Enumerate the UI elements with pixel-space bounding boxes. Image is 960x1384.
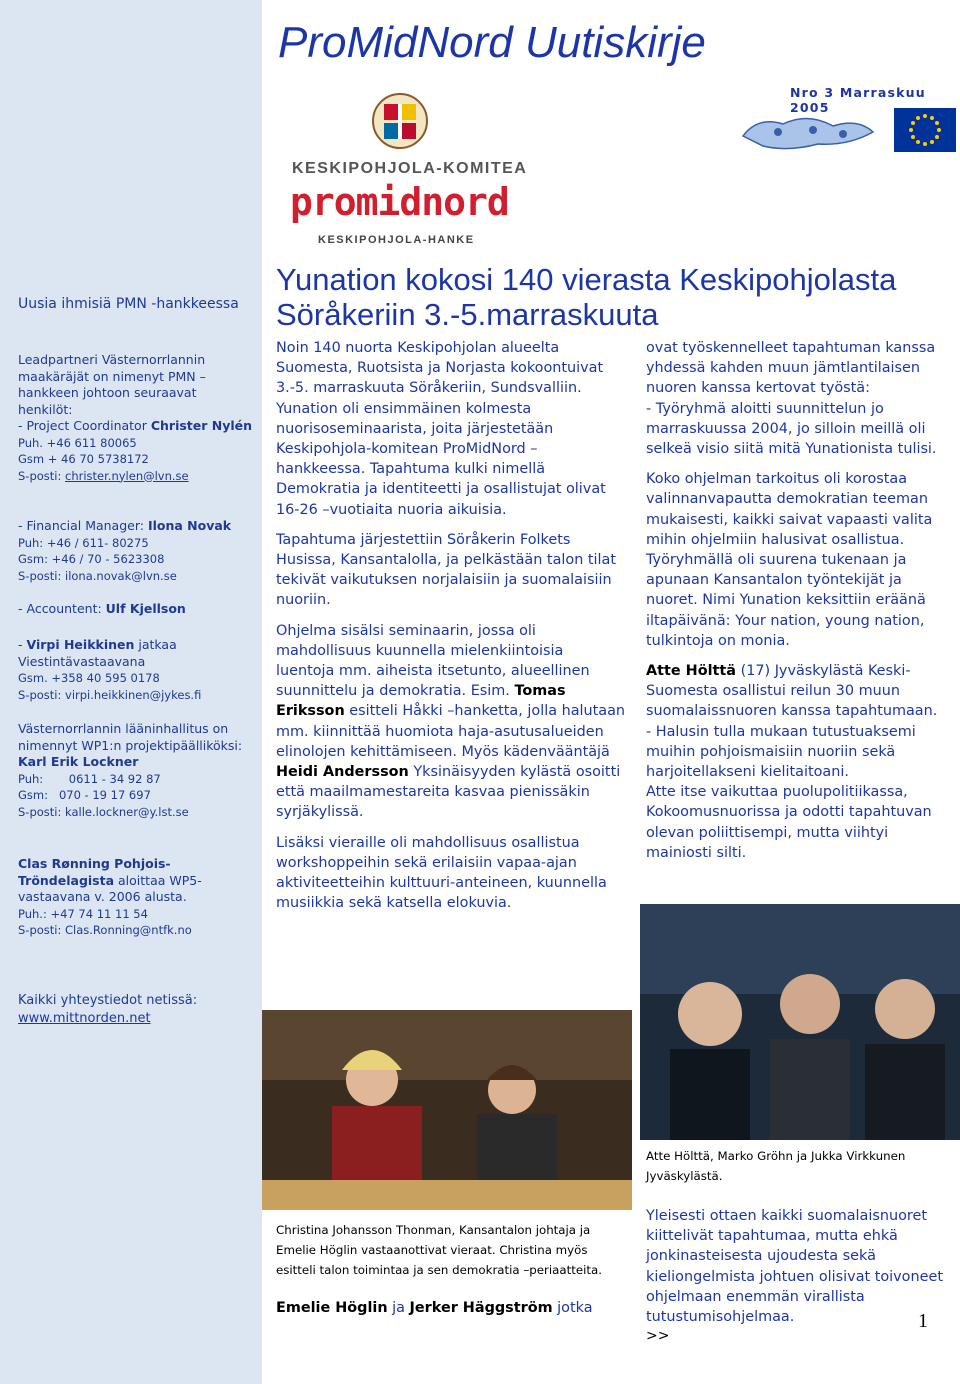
photo-caption-right: Atte Hölttä, Marko Gröhn ja Jukka Virkkunen Jyväskylästä. (646, 1149, 906, 1183)
p2-name: Ilona Novak (147, 518, 232, 533)
bottom-name2: Jerker Häggström (409, 1300, 553, 1316)
sidebar-wp1 (18, 721, 254, 820)
col2-p3-name: Atte Hölttä (646, 663, 736, 680)
p2-phone: Puh: +46 / 611- 80275 (18, 535, 149, 550)
col2-paragraph-1: ovat työskennelleet tapahtuman kanssa yhdessä kahden muun jämtlantilaisen nuoren kanssa kertovat työstä: - Työryhmä aloitti suunnittelun jo marraskuussa 2004, jo silloin meillä oli selkeä visio siitä mitä Yunationista tulisi. (646, 340, 937, 458)
sidebar-intro (18, 352, 254, 484)
col1-p3-a: Ohjelma sisälsi seminaarin, jossa oli mahdollisuus kuunnella mielenkiintoisia luentoja mm. aiheista itsetunto, alueellinen suunnittelu ja demokratia. Esim. (276, 622, 590, 700)
continue-arrows: >> (646, 1328, 670, 1344)
contacts-text: Kaikki yhteystiedot netissä: (18, 993, 198, 1008)
bottom-left-text (276, 1298, 626, 1318)
col1-p3-name2: Heidi Andersson (276, 764, 409, 781)
sidebar-p2 (18, 518, 254, 584)
wp1-name: Karl Erik Lockner (18, 754, 139, 769)
p4-role: jatkaa Viestintävastaavana (18, 637, 177, 669)
bottom-name1: Emelie Höglin (276, 1300, 388, 1316)
logo-top-text: KESKIPOHJOLA-KOMITEA (292, 160, 528, 177)
col1-p3-name1: Tomas Eriksson (276, 683, 566, 720)
col1-paragraph-3 (276, 621, 626, 823)
article-column-2 (646, 338, 950, 873)
article-headline: Yunation kokosi 140 vierasta Keskipohjolasta Söråkeriin 3.-5.marraskuuta (276, 262, 897, 332)
col1-p3-c: Yksinäisyyden kylästä osoitti että maailmamestareita kasvaa pienissäkin syrjäkylissä. (276, 764, 621, 821)
wp5-phone: Puh.: +47 74 11 11 54 (18, 906, 148, 921)
sidebar-wp5 (18, 856, 254, 939)
p4-email: S-posti: virpi.heikkinen@jykes.fi (18, 687, 202, 702)
col2-paragraph-2: Koko ohjelman tarkoitus oli korostaa valinnanvapautta demokratian teeman mukaisesti, kaikki saivat vapaasti valita mihin ohjelmiin halusivat osallistua. Työryhmällä oli suurena tukenaan ja apunaan Kansantalon työntekijät ja nuoret. Nimi Yunation keksittiin eräänä iltapäivänä: Your nation, young nation, tulkintoja on monia. (646, 471, 933, 649)
wp5-text: aloittaa WP5-vastaavana v. 2006 alusta. (18, 872, 202, 904)
sidebar-heading: Uusia ihmisiä PMN -hankkeessa (18, 296, 239, 312)
p2-role: - Financial Manager: (18, 518, 148, 533)
col2-paragraph-3 (646, 661, 950, 863)
photo-group-men (640, 904, 960, 1140)
nordic-map-logo (738, 106, 878, 154)
wp5-email: S-posti: Clas.Ronning@ntfk.no (18, 923, 192, 937)
p2-email: S-posti: ilona.novak@lvn.se (18, 568, 177, 583)
emblem-logo (370, 92, 430, 150)
wp1-email: S-posti: kalle.lockner@y.lst.se (18, 804, 189, 819)
intro-text: Leadpartneri Västernorrlannin maakäräjät on nimenyt PMN –hankkeen johtoon seuraavat henkilöt: (18, 352, 206, 417)
newsletter-title: ProMidNord Uutiskirje (278, 18, 706, 67)
sidebar-p4 (18, 637, 254, 703)
bottom-end: jotka (552, 1300, 593, 1316)
bottom-right-text: Yleisesti ottaen kaikki suomalaisnuoret kiittelivät tapahtumaa, mutta ehkä jonkinasteisesta ujoudesta sekä kieliongelmista johtuen olisivat toivoneet ohjelmaan enemmän virallista tutustumisohjelmaa. (646, 1208, 943, 1326)
promidnord-logo: promidnord (290, 180, 509, 224)
p2-gsm: Gsm: +46 / 70 - 5623308 (18, 552, 165, 566)
col1-paragraph-2: Tapahtuma järjestettiin Söråkerin Folkets Husissa, Kansantalolla, ja pelkästään talon tilat tekivät vaikutuksen norjalaisiin ja suomalaisiin nuoriin. (276, 531, 616, 609)
page-number: 1 (918, 1310, 928, 1332)
p1-role: - Project Coordinator (18, 418, 151, 433)
wp5-name: Clas Rønning Pohjois-Tröndelagista (18, 856, 171, 888)
wp1-gsm: Gsm: 070 - 19 17 697 (18, 788, 151, 802)
p1-gsm: Gsm + 46 70 5738172 (18, 452, 149, 466)
wp1-text: Västernorrlannin lääninhallitus on nimennyt WP1:n projektipäälliköksi: (18, 721, 243, 753)
col2-p3-text: (17) Jyväskylästä Keski-Suomesta osallistui reilun 30 muun suomalaissnuoren kanssa tapahtumaan. - Halusin tulla mukaan tutustuaksemi muihin pohjoismaisiin nuoriin sekä harjoitellakseni kielitaitoani. Atte itse vaikuttaa puolupolitiikassa, Kokoomusnuorissa ja odotti tapahtuvan olevan poliittisempi, mutta viihtyi mainiosti silti. (646, 663, 938, 861)
p1-name: Christer Nylén (150, 418, 253, 433)
p1-phone: Puh. +46 611 80065 (18, 435, 137, 450)
p3-role: - Accountent: (18, 601, 106, 616)
bottom-mid: ja (387, 1300, 410, 1316)
p1-email-label: S-posti: (18, 468, 66, 483)
photo-women-event (262, 1010, 632, 1210)
photo-caption-left: Christina Johansson Thonman, Kansantalon johtaja ja Emelie Höglin vastaanottivat vieraat. Christina myös esitteli talon toimintaa ja sen demokratia –periaatteita. (276, 1223, 603, 1277)
logo-bottom-text: KESKIPOHJOLA-HANKE (318, 234, 475, 246)
sidebar-contacts (18, 992, 254, 1028)
sidebar-p3 (18, 601, 254, 618)
col1-paragraph-1: Noin 140 nuorta Keskipohjolan alueelta Suomesta, Ruotsista ja Norjasta kokoontuivat 3.-5. marraskuuta Söråkeriin, Sundsvalliin. Yunation oli ensimmäinen kolmesta nuorisoseminaarista, joita järjestetään Keskipohjola-komitean ProMidNord –hankkeessa. Tapahtuma kulki nimellä Demokratia ja identiteetti ja osallistujat olivat 16-26 –vuotiaita nuoria aikuisia. (276, 340, 606, 518)
col1-paragraph-4: Lisäksi vieraille oli mahdollisuus osallistua workshoppeihin sekä erilaisiin vapaa-ajan aktiviteetteihin kulttuuri-anteineen, kuunnella musiikkia sekä katsella elokuvia. (276, 834, 607, 912)
p4-name: Virpi Heikkinen (26, 637, 135, 652)
mittnorden-link[interactable]: www.mittnorden.net (18, 1011, 151, 1026)
eu-flag-icon (894, 108, 956, 152)
issue-label: Nro 3 Marraskuu 2005 (790, 85, 926, 115)
p4-prefix: - (18, 637, 27, 652)
wp1-phone: Puh: 0611 - 34 92 87 (18, 771, 161, 786)
p1-email-link[interactable]: christer.nylen@lvn.se (65, 468, 189, 483)
col1-p3-b: esitteli Håkki –hanketta, jolla halutaan mm. kiinnittää huomiota haja-asutusalueiden elinolojen kehittämiseen. Myös kädenvääntäjä (276, 703, 626, 760)
article-column-1 (276, 338, 626, 923)
p3-name: Ulf Kjellson (105, 601, 186, 616)
p4-gsm: Gsm. +358 40 595 0178 (18, 671, 160, 685)
